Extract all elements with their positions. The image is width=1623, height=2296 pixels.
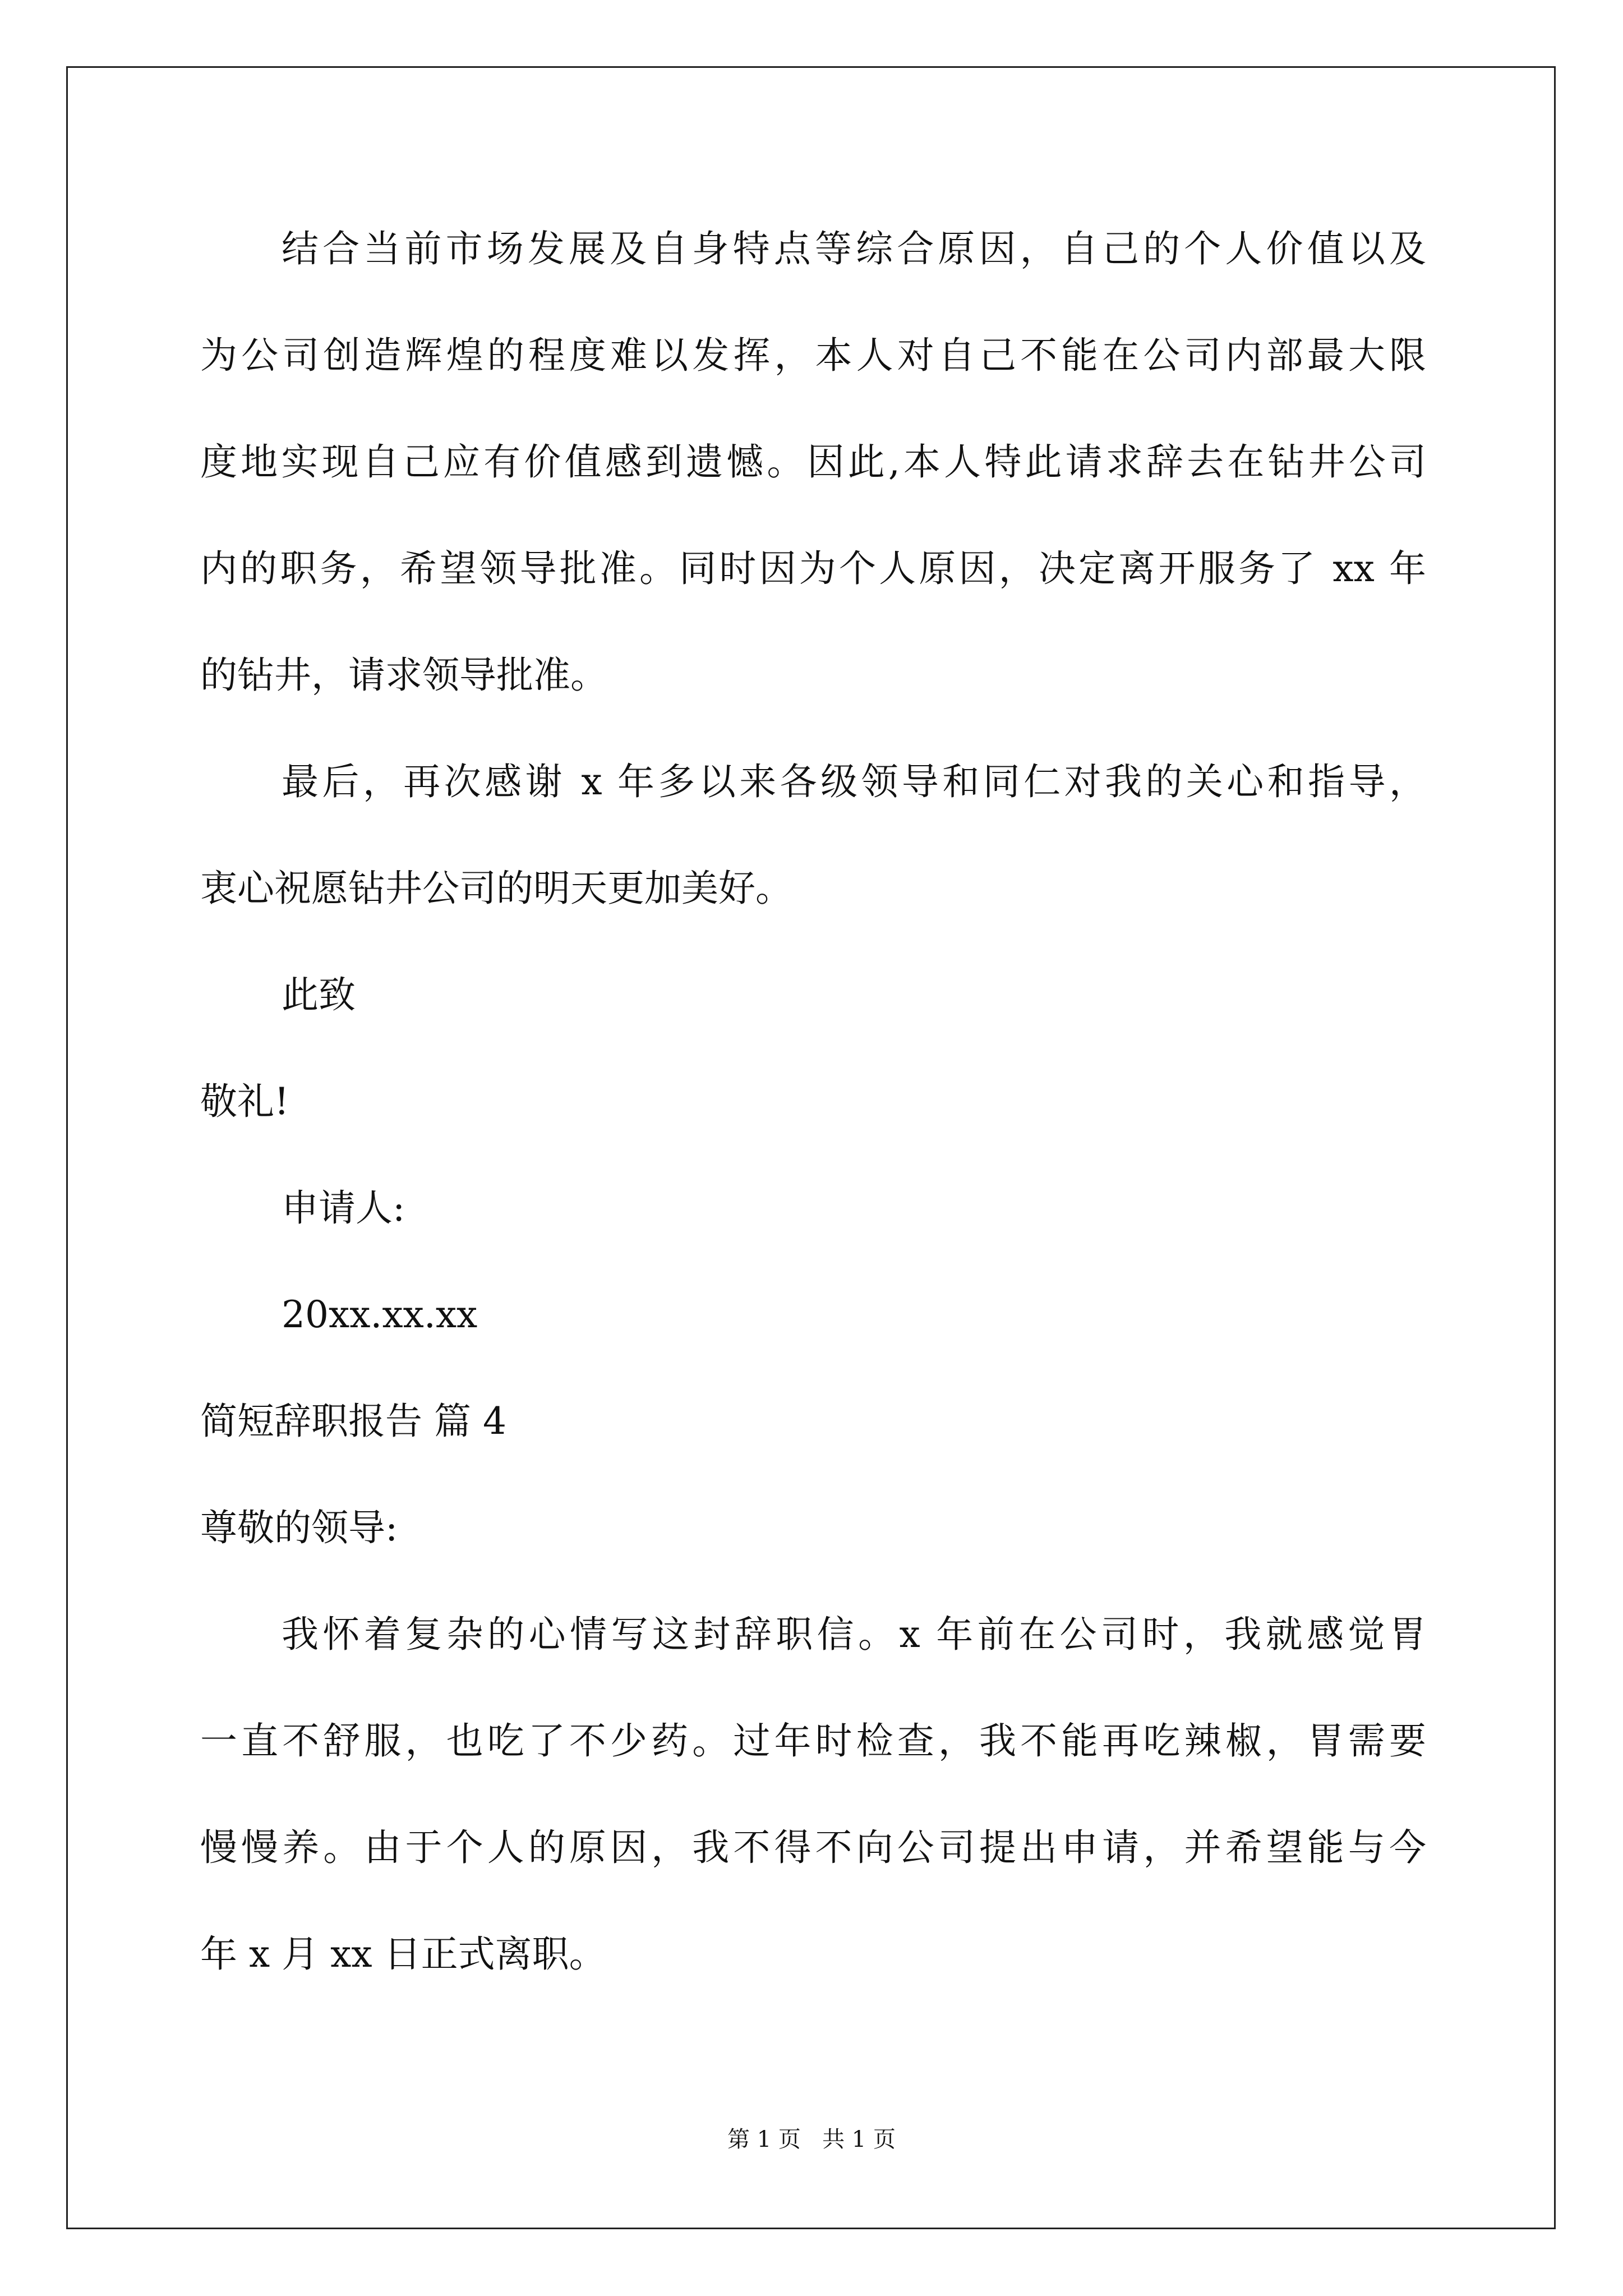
date-line: 20xx.xx.xx: [282, 1293, 478, 1336]
page-border: [66, 66, 1556, 2229]
paragraph3-line4: 年 x 月 xx 日正式离职。: [200, 1932, 606, 1976]
paragraph3-line2: 一直不舒服，也吃了不少药。过年时检查，我不能再吃辣椒，胃需要: [200, 1719, 1426, 1763]
paragraph3-line3: 慢慢养。由于个人的原因，我不得不向公司提出申请，并希望能与今: [200, 1826, 1426, 1869]
closing-salutation: 此致: [282, 973, 356, 1016]
paragraph2-line2: 衷心祝愿钻井公司的明天更加美好。: [200, 867, 792, 910]
paragraph1-line4: 内的职务，希望领导批准。同时因为个人原因，决定离开服务了 xx 年: [200, 547, 1426, 590]
paragraph1-line2: 为公司创造辉煌的程度难以发挥，本人对自己不能在公司内部最大限: [200, 334, 1426, 377]
applicant-label: 申请人:: [282, 1186, 405, 1230]
paragraph2-line1: 最后，再次感谢 x 年多以来各级领导和同仁对我的关心和指导，: [282, 760, 1426, 803]
section-heading: 简短辞职报告 篇 4: [200, 1400, 506, 1443]
paragraph1-line1: 结合当前市场发展及自身特点等综合原因，自己的个人价值以及: [282, 227, 1426, 270]
closing-regards: 敬礼!: [200, 1080, 289, 1123]
paragraph1-line3: 度地实现自己应有价值感到遗憾。因此,本人特此请求辞去在钻井公司: [200, 440, 1426, 484]
paragraph3-line1: 我怀着复杂的心情写这封辞职信。x 年前在公司时，我就感觉胃: [282, 1613, 1426, 1656]
greeting: 尊敬的领导:: [200, 1506, 398, 1549]
page-footer: 第 1 页 共 1 页: [727, 2127, 896, 2152]
paragraph1-line5: 的钻井，请求领导批准。: [200, 654, 607, 697]
